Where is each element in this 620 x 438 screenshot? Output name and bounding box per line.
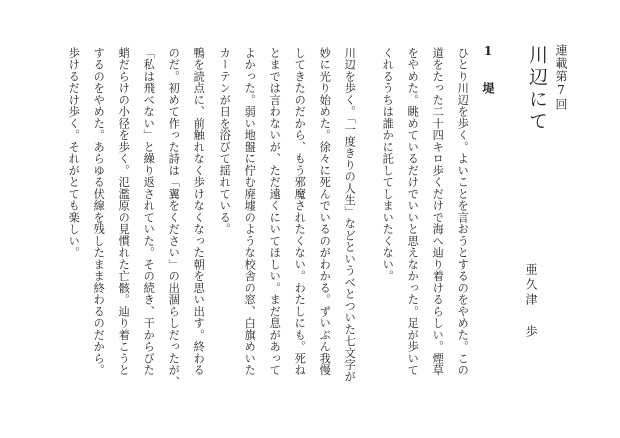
- body-line: 道をたった二十四キロ歩くだけで海へ辿り着けるらしい。煙草: [431, 47, 445, 376]
- series-label: 連載第7回: [554, 44, 568, 111]
- body-line: ひとり川辺を歩く。よいことを言おうとするのをやめた。この: [456, 47, 470, 376]
- body-line: 妙に光り始めた。徐々に死んでいるのがわかる。ずいぶん我慢: [318, 47, 332, 376]
- body-line: 川辺を歩く。「一度きりの人生」などというべとついた七文字が: [343, 47, 357, 383]
- page-title: 川辺にて: [526, 45, 548, 133]
- body-line: くれるうちは誰かに託してしまいたくない。: [381, 47, 395, 282]
- body-line: 鴨を読点に、前触れなく歩けなくなった朝を思い出す。終わる: [192, 47, 206, 376]
- author-name: 亜久津 歩: [524, 263, 538, 340]
- body-line: とまでは言わないが、ただ遠くにいてほしい。まだ息があって: [268, 47, 282, 376]
- body-line: してきたのだから、もう邪魔されたくない。わたしにも。死ね: [293, 47, 307, 376]
- body-line: 「私は飛べない」と繰り返されていた。その続き、干からびた: [142, 47, 156, 376]
- body-line: のだ。初めて作った詩は「翼をください」の出涸らしだったが、: [167, 47, 181, 388]
- body-line: するのをやめた。あらゆる伏線を残したまま終わるのだから。: [92, 47, 106, 376]
- body-line: カーテンが日を浴びて揺れている。: [218, 47, 232, 235]
- body-line: よかった。弱い地盤に佇む廃墟のような校舎の窓、白旗めいた: [243, 47, 257, 376]
- body-line: をやめた。眺めているだけでいいと思えなかった。足が歩いて: [406, 47, 420, 376]
- body-line: 歩けるだけ歩く。それがとても楽しい。: [67, 47, 81, 259]
- body-line: 蛸だらけの小径を歩く。氾濫原の見慣れた亡骸。辿り着こうと: [117, 47, 131, 376]
- section-heading: 1 堤: [481, 44, 495, 100]
